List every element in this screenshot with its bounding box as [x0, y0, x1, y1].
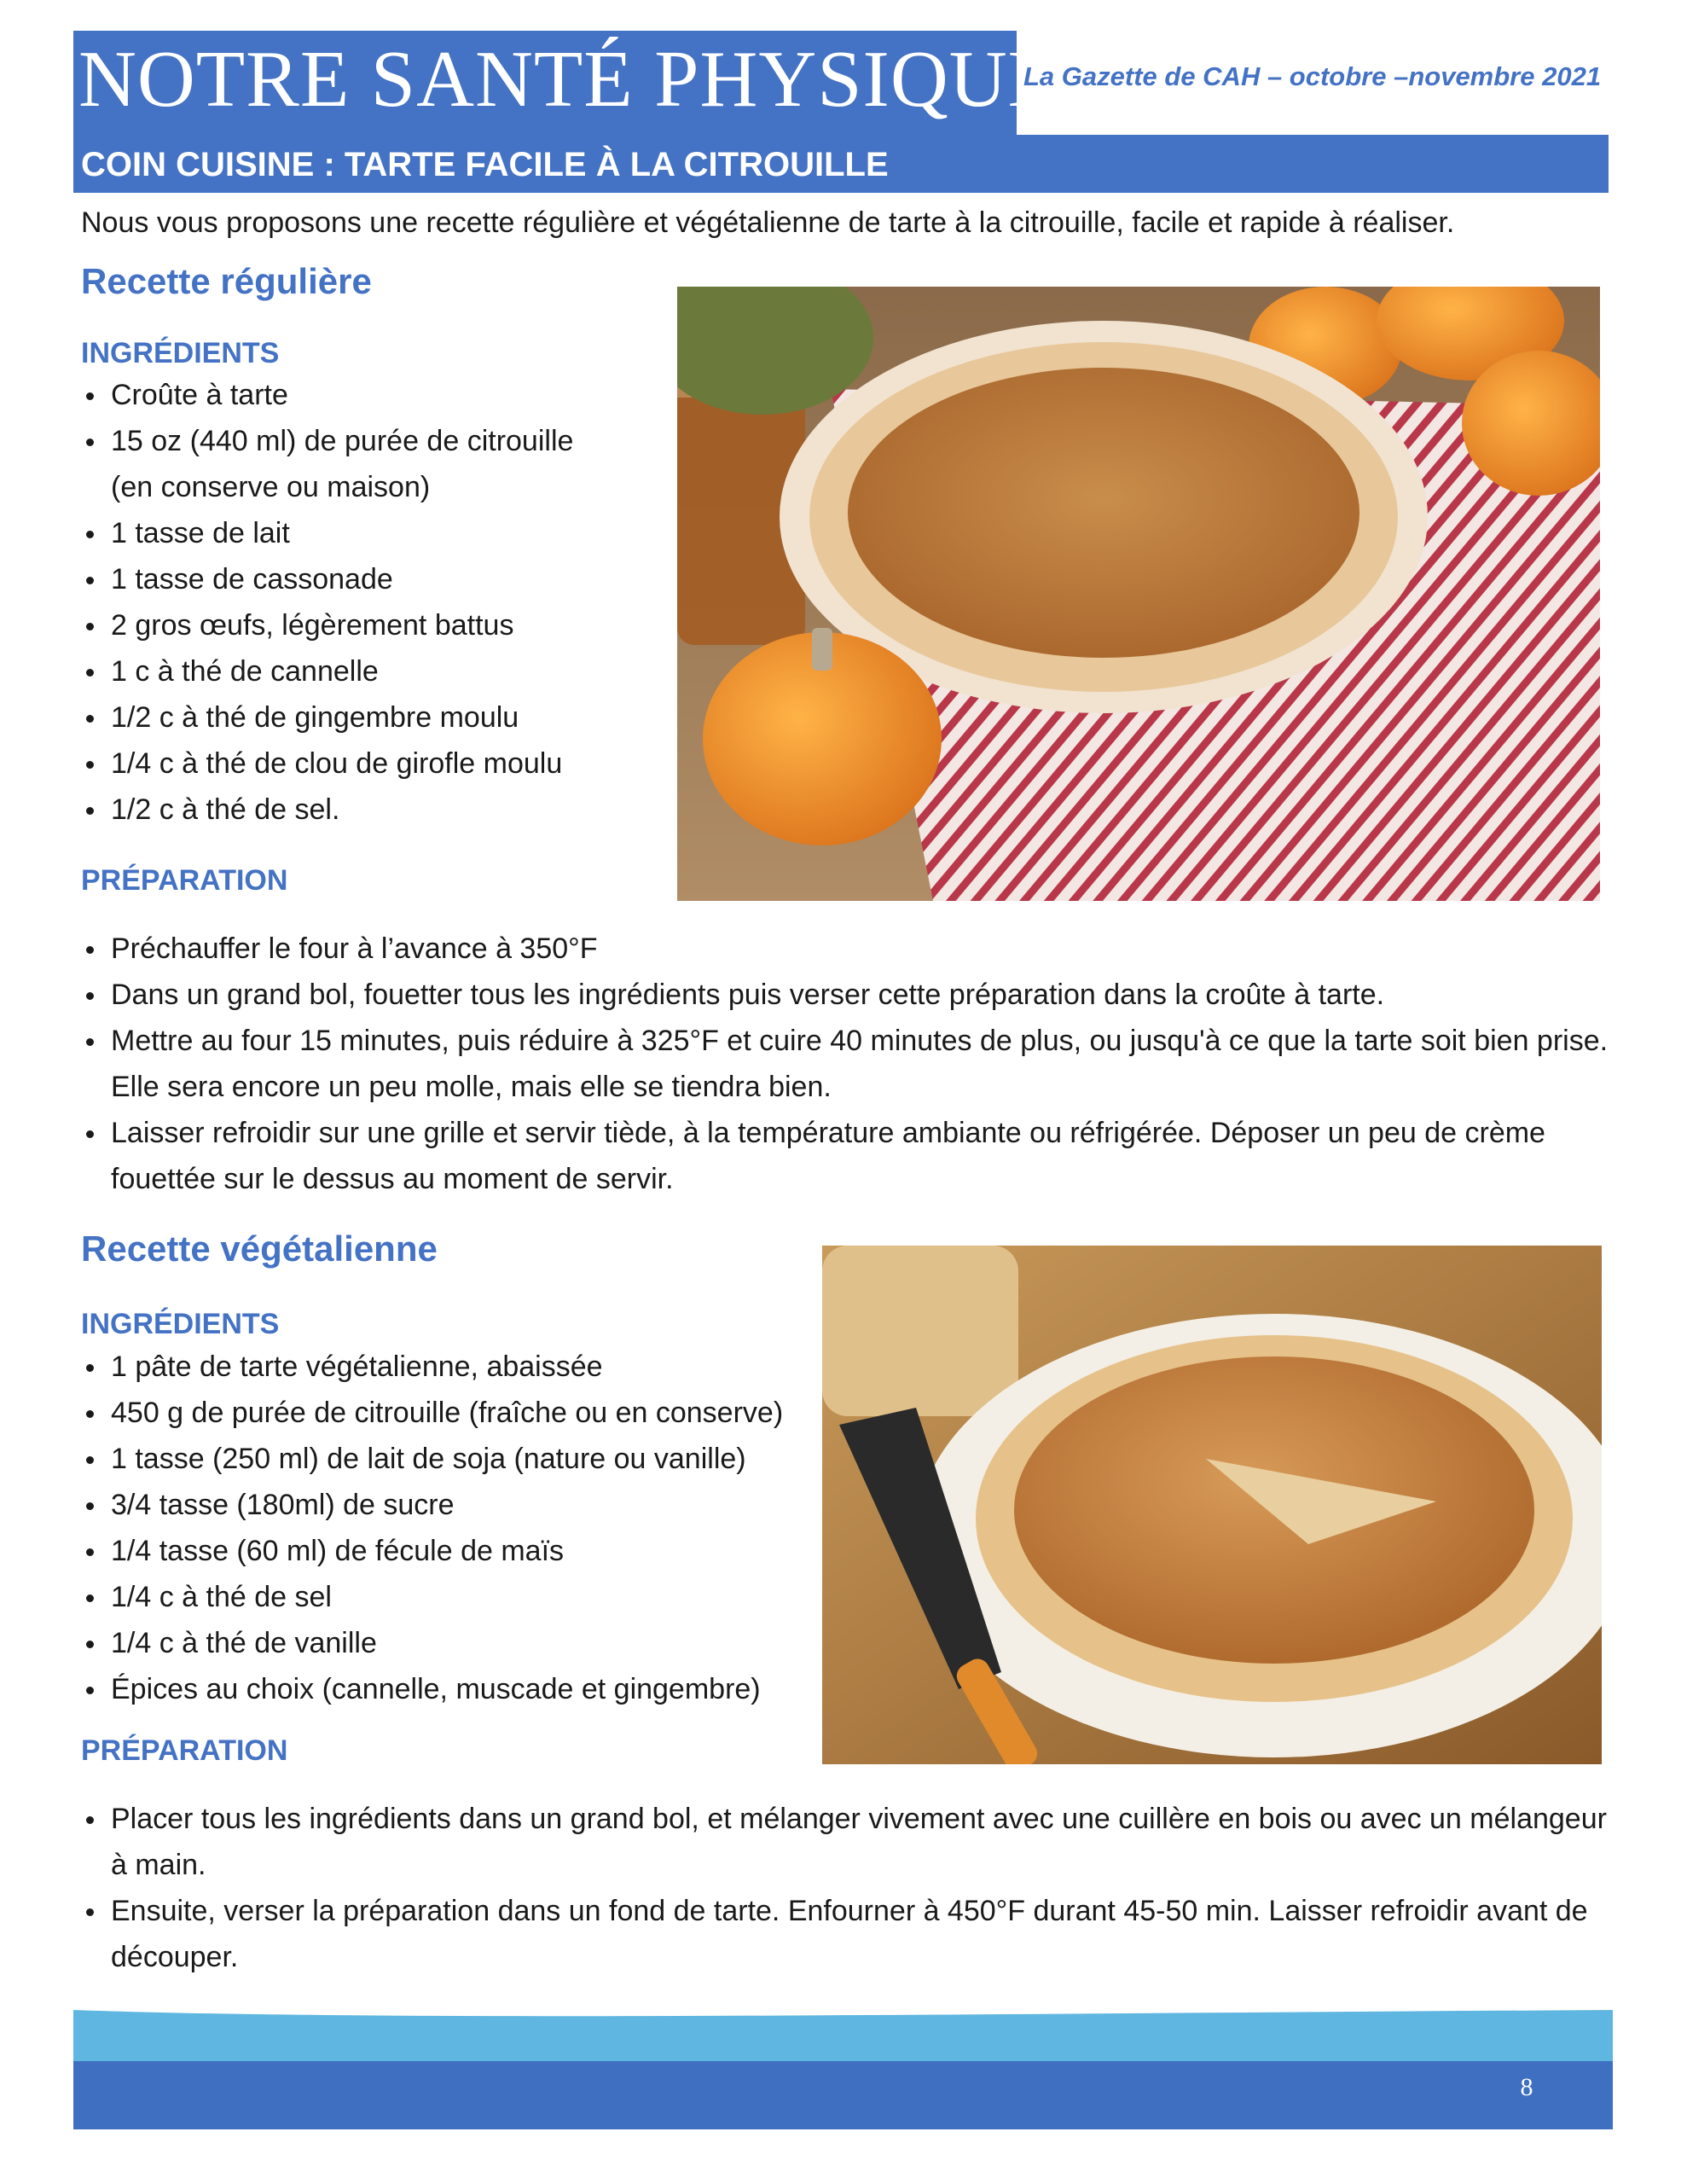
- page-number: 8: [1520, 2073, 1533, 2101]
- list-item: 1 tasse (250 ml) de lait de soja (nature ou vanille): [81, 1436, 832, 1482]
- list-item: Dans un grand bol, fouetter tous les ingrédients puis verser cette préparation dans la croûte à tarte.: [81, 972, 1616, 1018]
- list-item: 450 g de purée de citrouille (fraîche ou en conserve): [81, 1390, 832, 1436]
- list-item: 1 pâte de tarte végétalienne, abaissée: [81, 1344, 832, 1390]
- list-item: 1/4 c à thé de vanille: [81, 1620, 832, 1666]
- vegan-recipe-title: Recette végétalienne: [81, 1228, 438, 1269]
- gazette-edition: La Gazette de CAH – octobre –novembre 2021: [1023, 61, 1602, 91]
- vegan-steps-list: [81, 1796, 1616, 1980]
- list-item: Croûte à tarte: [81, 372, 678, 418]
- regular-ingredients-label: INGRÉDIENTS: [81, 337, 280, 369]
- list-item: Mettre au four 15 minutes, puis réduire à 325°F et cuire 40 minutes de plus, ou jusqu'à ce que la tarte soit bien prise. Elle sera encore un peu molle, mais elle se tiendra bien.: [81, 1018, 1616, 1110]
- vegan-preparation-label: PRÉPARATION: [81, 1734, 288, 1767]
- list-item: 15 oz (440 ml) de purée de citrouille: [81, 418, 678, 464]
- section-heading: COIN CUISINE : TARTE FACILE À LA CITROUILLE: [81, 146, 889, 183]
- list-item: Épices au choix (cannelle, muscade et gingembre): [81, 1666, 832, 1712]
- sliced-pie-photo: [822, 1246, 1602, 1764]
- list-item: 1/4 c à thé de clou de girofle moulu: [81, 741, 678, 787]
- vegan-ingredients-label: INGRÉDIENTS: [81, 1308, 280, 1340]
- list-item-continuation: (en conserve ou maison): [111, 471, 431, 503]
- footer-wave: [73, 2010, 1613, 2129]
- pumpkin-pie-photo: [677, 287, 1600, 901]
- list-item: 1/4 c à thé de sel: [81, 1574, 832, 1620]
- list-item: Placer tous les ingrédients dans un grand bol, et mélanger vivement avec une cuillère en bois ou avec un mélangeur à main.: [81, 1796, 1616, 1888]
- list-item: Laisser refroidir sur une grille et servir tiède, à la température ambiante ou réfrigérée. Déposer un peu de crème fouettée sur le dessus au moment de servir.: [81, 1110, 1616, 1202]
- regular-steps-list: [81, 926, 1616, 1202]
- list-item: 1 tasse de lait: [81, 510, 678, 556]
- list-item: Ensuite, verser la préparation dans un fond de tarte. Enfourner à 450°F durant 45-50 min. Laisser refroidir avant de découper.: [81, 1888, 1616, 1980]
- list-item: 1/2 c à thé de sel.: [81, 787, 678, 833]
- list-item: 1/2 c à thé de gingembre moulu: [81, 694, 678, 741]
- intro-paragraph: Nous vous proposons une recette régulière et végétalienne de tarte à la citrouille, facile et rapide à réaliser.: [81, 206, 1455, 239]
- regular-ingredients-list: [81, 372, 678, 833]
- list-item: 3/4 tasse (180ml) de sucre: [81, 1482, 832, 1528]
- list-item: 1 tasse de cassonade: [81, 556, 678, 602]
- list-item: 2 gros œufs, légèrement battus: [81, 602, 678, 648]
- page-title: NOTRE SANTÉ PHYSIQUE: [78, 35, 1058, 124]
- list-item: 1 c à thé de cannelle: [81, 648, 678, 694]
- regular-preparation-label: PRÉPARATION: [81, 864, 288, 897]
- vegan-ingredients-list: [81, 1344, 832, 1712]
- regular-recipe-title: Recette régulière: [81, 261, 372, 301]
- list-item: Préchauffer le four à l’avance à 350°F: [81, 926, 1616, 972]
- list-item: 1/4 tasse (60 ml) de fécule de maïs: [81, 1528, 832, 1574]
